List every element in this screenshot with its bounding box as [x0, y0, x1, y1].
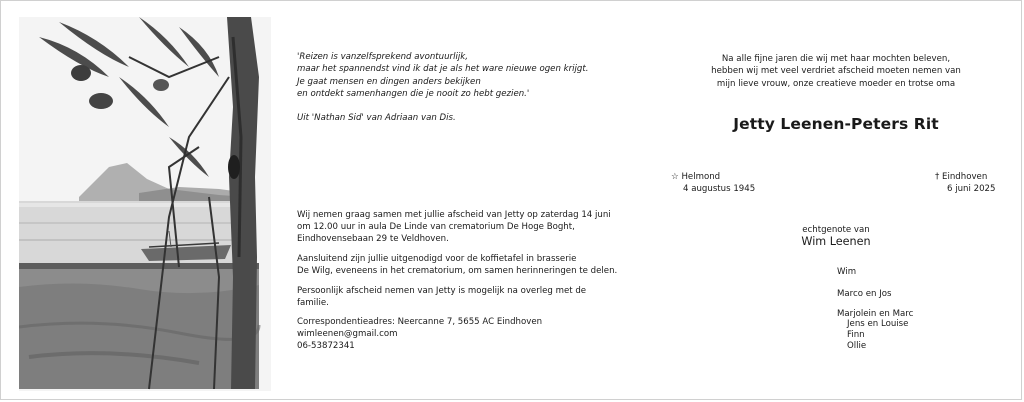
correspondence	[297, 316, 647, 353]
quote	[297, 51, 637, 124]
quote-line: en ontdekt samenhangen die je nooit zo hebt gezien.'	[297, 88, 530, 99]
watercolor-image	[19, 17, 271, 391]
coffee-line: De Wilg, eveneens in het crematorium, om samen herinneringen te delen.	[297, 266, 618, 277]
intro-line: Na alle fijne jaren die wij met haar mochten beleven,	[721, 54, 951, 64]
family-member: Finn	[847, 330, 865, 340]
intro-line: hebben wij met veel verdriet afscheid moeten nemen van	[711, 66, 961, 77]
ceremony-line: Wij nemen graag samen met jullie afscheid van Jetty op zaterdag 14 juni	[297, 210, 611, 220]
coffee-text	[297, 253, 647, 277]
family-member: Wim	[837, 267, 857, 277]
deceased-name: Jetty Leenen-Peters Rit	[733, 115, 939, 133]
death-place: Eindhoven	[942, 172, 988, 182]
intro-text	[691, 53, 981, 90]
intro-line: mijn lieve vrouw, onze creatieve moeder en trotse oma	[716, 78, 956, 89]
correspondence-address: Correspondentieadres: Neercanne 7, 5655 AC Eindhoven	[297, 317, 543, 327]
quote-line: 'Reizen is vanzelfsprekend avontuurlijk,	[297, 52, 468, 62]
quote-source: Uit 'Nathan Sid' van Adriaan van Dis.	[297, 113, 456, 124]
family-member: Marjolein en Marc	[837, 309, 914, 319]
ceremony-line: Eindhovensebaan 29 te Veldhoven.	[297, 234, 449, 245]
death-date: 6 juni 2025	[947, 184, 996, 195]
personal-farewell-text	[297, 285, 647, 309]
personal-line: familie.	[297, 298, 329, 309]
family-member: Marco en Jos	[837, 289, 892, 299]
correspondence-phone[interactable]: 06-53872341	[297, 341, 355, 352]
correspondence-email[interactable]: wimleenen@gmail.com	[297, 329, 398, 340]
quote-line: Je gaat mensen en dingen anders bekijken	[297, 76, 481, 87]
coffee-line: Aansluitend zijn jullie uitgenodigd voor de koffietafel in brasserie	[297, 254, 577, 264]
cross-icon: †	[935, 172, 940, 182]
spouse-label: echtgenote van	[802, 225, 870, 235]
spouse-name: Wim Leenen	[801, 235, 871, 248]
lake-tree-illustration	[19, 17, 271, 391]
birth-place: Helmond	[681, 172, 721, 182]
ceremony-text	[297, 209, 647, 246]
family-member: Ollie	[847, 341, 867, 351]
birth-date: 4 augustus 1945	[683, 184, 756, 195]
ceremony-line: om 12.00 uur in aula De Linde van crematorium De Hoge Boght,	[297, 222, 575, 233]
star-icon: ☆	[671, 172, 679, 182]
quote-line: maar het spannendst vind ik dat je als het ware nieuwe ogen krijgt.	[297, 64, 589, 75]
birth-info	[671, 171, 755, 195]
death-info	[935, 171, 995, 195]
family-member: Jens en Louise	[847, 319, 909, 329]
personal-line: Persoonlijk afscheid nemen van Jetty is mogelijk na overleg met de	[297, 286, 587, 296]
